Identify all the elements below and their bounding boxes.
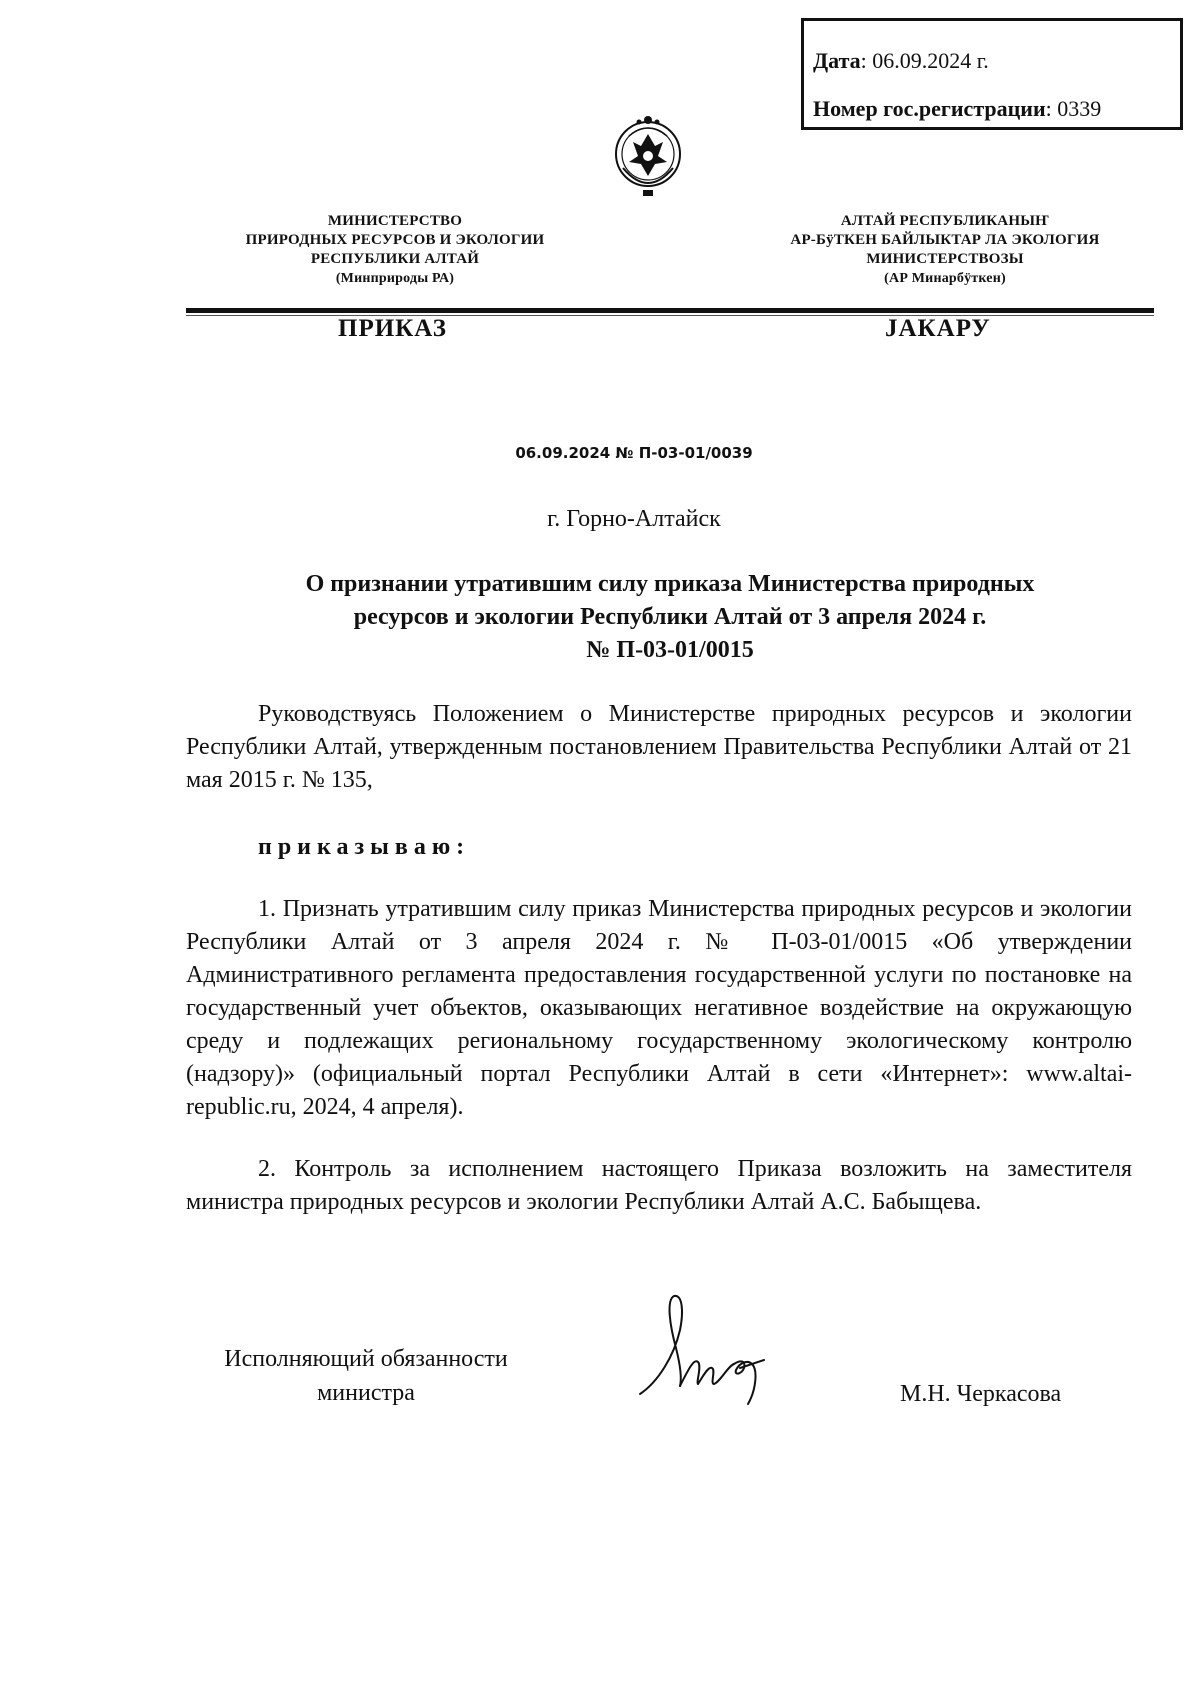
doc-type-russian: ПРИКАЗ [338, 315, 447, 342]
header-divider-thin [186, 315, 1154, 316]
ministry-header-alt-line1: АЛТАЙ РЕСПУБЛИКАНЫҤ [840, 213, 1050, 229]
registration-number [813, 85, 1180, 133]
signatory-name: М.Н. Черкасова [900, 1381, 1062, 1407]
registration-date-value: : 06.09.2024 г. [860, 48, 989, 73]
registration-date [813, 37, 1180, 85]
order-item-2: 2. Контроль за исполнением настоящего Приказа возложить на заместителя министра природных ресурсов и экологии Республики Алтай А.С. Бабыщева. [186, 1156, 1132, 1215]
handwritten-signature [636, 1286, 786, 1411]
ministry-header-ru-line3: РЕСПУБЛИКИ АЛТАЙ [310, 251, 480, 267]
ministry-header-ru-line2: ПРИРОДНЫХ РЕСУРСОВ И ЭКОЛОГИИ [245, 232, 545, 248]
ministry-header-ru-abbr: (Минприроды РА) [335, 271, 455, 286]
signatory-position [186, 1342, 546, 1410]
doc-type-altai: JАКАРУ [885, 315, 991, 342]
city: г. Горно-Алтайск [547, 506, 721, 532]
ministry-header-ru-line1: МИНИСТЕРСТВО [327, 213, 463, 229]
order-word: приказываю: [258, 834, 471, 860]
preamble-paragraph: Руководствуясь Положением о Министерстве природных ресурсов и экологии Республики Алтай, утвержденным постановлением Правительства Республики Алтай от 21 мая 2015 г. № 135, [186, 701, 1132, 793]
ministry-header-alt-line3: МИНИСТЕРСТВОЗЫ [866, 251, 1024, 267]
signatory-position-line2: министра [317, 1380, 415, 1406]
document-title-line3: № П-03-01/0015 [586, 637, 754, 663]
registration-date-label: Дата [813, 48, 861, 73]
ministry-header-russian [205, 212, 585, 288]
order-item-1: 1. Признать утратившим силу приказ Министерства природных ресурсов и экологии Республики Алтай от 3 апреля 2024 г. № П-03-01/0015 «Об утверждении Административного регламента предоставления государственной услуги по постановке на государственный учет объектов, оказывающих негативное воздействие на окружающую среду и подлежащих региональному государственному экологическому контролю (надзору)» (официальный портал Республики Алтай в сети «Интернет»: www.altai-republic.ru, 2024, 4 апреля). [186, 896, 1132, 1120]
document-title-line2: ресурсов и экологии Республики Алтай от 3 апреля 2024 г. [353, 604, 987, 630]
registration-box [801, 18, 1183, 130]
coat-of-arms-icon [603, 106, 693, 206]
document-title-line1: О признании утратившим силу приказа Министерства природных [305, 571, 1035, 597]
ministry-header-alt-line2: АР-БÿТКЕН БАЙЛЫКТАР ЛА ЭКОЛОГИЯ [790, 232, 1100, 248]
ministry-header-alt-abbr: (АР Минарбÿткен) [884, 271, 1006, 286]
document-number: 06.09.2024 № П-03-01/0039 [515, 444, 753, 462]
ministry-header-altai [750, 212, 1140, 288]
registration-number-value: : 0339 [1045, 96, 1102, 121]
signatory-position-line1: Исполняющий обязанности [224, 1346, 508, 1372]
document-title [190, 568, 1150, 667]
registration-number-label: Номер гос.регистрации [813, 96, 1046, 121]
header-divider [186, 308, 1154, 313]
